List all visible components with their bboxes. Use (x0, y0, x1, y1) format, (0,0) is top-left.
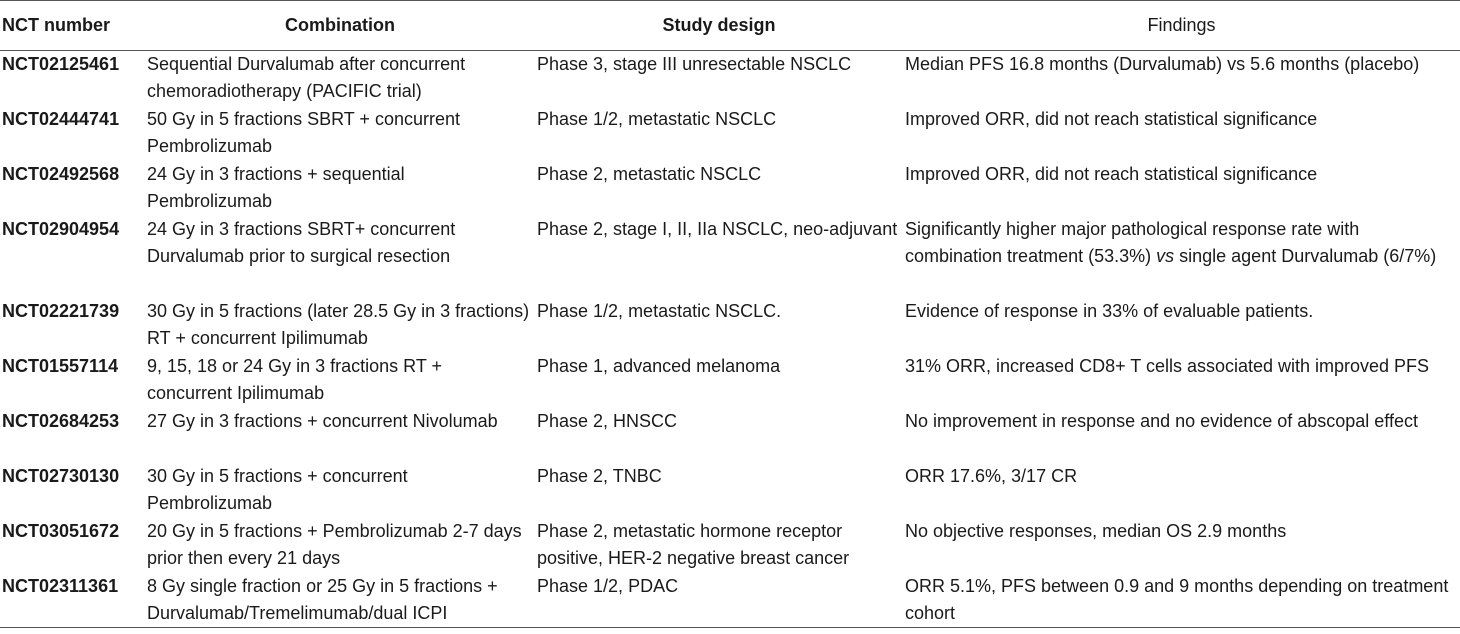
findings-cell: Improved ORR, did not reach statistical significance (905, 163, 1318, 184)
table-row (0, 573, 1460, 628)
design-cell: Phase 2, metastatic hormone receptor positive, HER-2 negative breast cancer (537, 520, 850, 568)
design-cell: Phase 3, stage III unresectable NSCLC (537, 54, 852, 74)
combination-cell: 30 Gy in 5 fractions + concurrent Pembrolizumab (147, 465, 408, 513)
nct-cell: NCT02125461 (2, 54, 120, 74)
findings-text-b: single agent Durvalumab (6/7%) (1174, 245, 1437, 266)
table-row (0, 353, 1460, 408)
findings-cell: Improved ORR, did not reach statistical significance (905, 108, 1318, 129)
findings-cell: 31% ORR, increased CD8+ T cells associated with improved PFS (905, 355, 1430, 376)
table-header-row (0, 1, 1460, 51)
table-row (0, 161, 1460, 216)
table-row (0, 518, 1460, 573)
combination-cell: 27 Gy in 3 fractions + concurrent Nivolumab (147, 410, 498, 431)
nct-cell: NCT02444741 (2, 108, 120, 129)
table-row (0, 298, 1460, 353)
nct-cell: NCT02684253 (2, 410, 120, 431)
combination-cell: 24 Gy in 3 fractions SBRT+ concurrent Durvalumab prior to surgical resection (147, 218, 456, 266)
nct-cell: NCT02904954 (2, 218, 120, 239)
combination-cell: 20 Gy in 5 fractions + Pembrolizumab 2-7 days prior then every 21 days (147, 520, 522, 568)
combination-cell: 9, 15, 18 or 24 Gy in 3 fractions RT + concurrent Ipilimumab (147, 355, 442, 403)
combination-cell: Sequential Durvalumab after concurrent chemoradiotherapy (PACIFIC trial) (147, 54, 466, 101)
nct-cell: NCT02311361 (0, 573, 145, 628)
findings-cell: ORR 17.6%, 3/17 CR (905, 465, 1078, 486)
findings-cell: No improvement in response and no evidence of abscopal effect (905, 410, 1418, 431)
nct-cell: NCT01557114 (2, 355, 119, 376)
design-cell: Phase 2, metastatic NSCLC (537, 163, 762, 184)
design-cell: Phase 1/2, metastatic NSCLC. (537, 300, 782, 321)
table-row (0, 106, 1460, 161)
nct-cell: NCT03051672 (2, 520, 120, 541)
combination-cell: 30 Gy in 5 fractions (later 28.5 Gy in 3 fractions) RT + concurrent Ipilimumab (147, 300, 530, 348)
header-combination: Combination (145, 1, 535, 51)
nct-cell: NCT02492568 (2, 163, 120, 184)
design-cell: Phase 2, stage I, II, IIa NSCLC, neo-adjuvant (537, 218, 898, 239)
table-row (0, 463, 1460, 518)
nct-cell: NCT02221739 (2, 300, 120, 321)
findings-cell: Median PFS 16.8 months (Durvalumab) vs 5.6 months (placebo) (905, 54, 1420, 74)
findings-cell: Evidence of response in 33% of evaluable patients. (905, 300, 1314, 321)
design-cell: Phase 1/2, metastatic NSCLC (537, 108, 777, 129)
combination-cell: 8 Gy single fraction or 25 Gy in 5 fractions + Durvalumab/Tremelimumab/dual ICPI (145, 573, 535, 628)
findings-text-a: Significantly higher major pathological response rate with combination treatment (53.3%) (905, 218, 1360, 266)
design-cell: Phase 2, TNBC (537, 465, 662, 486)
design-cell: Phase 1, advanced melanoma (537, 355, 781, 376)
design-cell: Phase 2, HNSCC (537, 410, 678, 431)
header-findings: Findings (903, 1, 1460, 51)
header-nct-number: NCT number (0, 1, 145, 51)
findings-cell: ORR 5.1%, PFS between 0.9 and 9 months depending on treatment cohort (903, 573, 1460, 628)
nct-cell: NCT02730130 (2, 465, 120, 486)
findings-cell (903, 216, 1460, 298)
header-study-design: Study design (535, 1, 903, 51)
table-row (0, 51, 1460, 106)
table-row (0, 408, 1460, 463)
combination-cell: 50 Gy in 5 fractions SBRT + concurrent Pembrolizumab (147, 108, 460, 156)
findings-cell: No objective responses, median OS 2.9 months (905, 520, 1287, 541)
combination-cell: 24 Gy in 3 fractions + sequential Pembrolizumab (147, 163, 405, 211)
findings-vs-italic: vs (1156, 245, 1175, 266)
design-cell: Phase 1/2, PDAC (535, 573, 903, 628)
table-row (0, 216, 1460, 298)
